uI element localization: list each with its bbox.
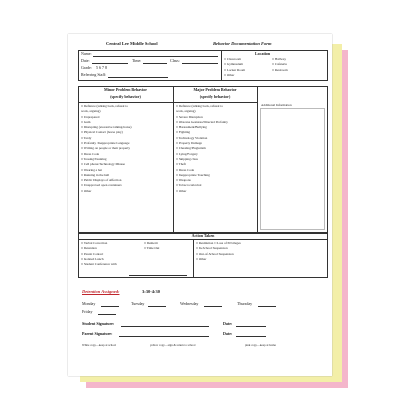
- minor-item-other[interactable]: □ Other: [81, 188, 92, 193]
- friday-field[interactable]: [98, 314, 116, 315]
- major-item[interactable]: □ Obscene Gestures/Directed Profanity: [176, 119, 228, 124]
- action-in-school-suspension[interactable]: □ In-School Suspension: [196, 246, 228, 251]
- minor-subtitle: (specify behavior): [110, 94, 141, 99]
- major-subtitle: (specify behavior): [199, 94, 231, 99]
- minor-list: [81, 104, 171, 194]
- major-item[interactable]: □ Weapons: [176, 178, 191, 183]
- major-item[interactable]: □ Property Damage: [176, 141, 202, 146]
- class-label: Class:: [170, 58, 180, 63]
- major-item[interactable]: □ Technology Violation: [176, 135, 208, 140]
- major-item[interactable]: □ Severe Disruption: [176, 114, 203, 119]
- location-left-column: [224, 57, 274, 78]
- wednesday-field[interactable]: [204, 306, 222, 307]
- referring-staff-label: Referring Staff:: [81, 72, 107, 77]
- additional-info-area[interactable]: [260, 108, 325, 230]
- minor-item[interactable]: □ Disrupting (excessive talking/noise): [81, 125, 132, 130]
- student-signature-field[interactable]: [121, 326, 209, 327]
- time-label: Time:: [132, 58, 142, 63]
- action-col-3: [196, 241, 326, 262]
- student-date-label: Date:: [223, 321, 233, 326]
- location-hallway[interactable]: □ Hallway: [272, 57, 286, 61]
- grade-label: Grade:: [81, 65, 92, 70]
- minor-item[interactable]: □ Unapproved open containers: [81, 183, 122, 188]
- action-demerit[interactable]: □ Demerit: [144, 241, 158, 245]
- action-col-2: [144, 241, 189, 252]
- location-restroom[interactable]: □ Restroom: [272, 67, 288, 72]
- location-title: Location: [255, 51, 271, 56]
- major-item[interactable]: □ Harassment/Bullying: [176, 125, 207, 130]
- major-item[interactable]: □ Cheating/Plagiarism: [176, 146, 206, 151]
- minor-item[interactable]: □ Cell phone/Technology Misuse: [81, 162, 125, 167]
- minor-item[interactable]: □ Dress Code: [81, 151, 100, 156]
- major-title: Major Problem Behavior: [193, 87, 237, 92]
- class-field[interactable]: [182, 63, 218, 64]
- tuesday-field[interactable]: [148, 306, 166, 307]
- major-item[interactable]: □ Lying/Forgery: [176, 151, 198, 156]
- minor-item[interactable]: □ Tardy: [81, 135, 92, 140]
- major-item[interactable]: □ Dress Code: [176, 167, 195, 172]
- day-wednesday: Wednesday: [180, 301, 199, 306]
- additional-info-label: Additional Information: [261, 103, 292, 107]
- location-classroom[interactable]: □ Classroom: [224, 57, 241, 61]
- action-restitution[interactable]: □ Restitution □ Loss of Privileges: [196, 241, 241, 245]
- action-header-line: [78, 239, 328, 240]
- parent-signature-field[interactable]: [119, 336, 209, 337]
- minor-item[interactable]: □ Unprepared: [81, 114, 100, 119]
- parent-date-field[interactable]: [236, 336, 266, 337]
- thursday-field[interactable]: [258, 306, 276, 307]
- location-locker-room[interactable]: □ Locker Room: [224, 67, 246, 72]
- form-title: Behavior Documentation Form: [213, 41, 272, 46]
- conference-with-field[interactable]: [129, 275, 187, 276]
- minor-item[interactable]: □ Gum: [81, 119, 91, 124]
- referring-staff-field[interactable]: [108, 77, 168, 78]
- location-other[interactable]: □ Other: [224, 72, 235, 77]
- detention-label: Detention Assigned:: [82, 289, 120, 294]
- parent-signature-label: Parent Signature:: [82, 331, 113, 336]
- student-signature-label: Student Signature:: [82, 321, 115, 326]
- location-divider: [221, 50, 222, 81]
- minor-item[interactable]: □ Physical Contact (horse play): [81, 130, 123, 135]
- minor-item[interactable]: □ Teasing/Taunting: [81, 156, 107, 161]
- monday-field[interactable]: [101, 306, 119, 307]
- major-list: [176, 104, 256, 194]
- minor-item[interactable]: □ Public Displays of Affection: [81, 178, 122, 183]
- minor-item[interactable]: □ Defiance (talking back, refusal to: [81, 104, 128, 108]
- action-parent-contact[interactable]: □ Parent Contact: [81, 251, 104, 256]
- action-out-of-school-suspension[interactable]: □ Out-of-School Suspension: [196, 251, 234, 256]
- location-right-column: [272, 57, 322, 73]
- day-tuesday: Tuesday: [131, 301, 145, 306]
- major-item[interactable]: □ Skipping class: [176, 156, 198, 161]
- major-item: work, arguing): [176, 109, 196, 114]
- major-item[interactable]: □ Fighting: [176, 130, 190, 135]
- minor-item[interactable]: □ Writing on people or their property: [81, 146, 131, 151]
- day-thursday: Thursday: [237, 301, 253, 306]
- major-item[interactable]: □ Tobacco/Alcohol: [176, 183, 202, 188]
- footer-white-copy: White copy—keep at school: [82, 343, 117, 347]
- name-field[interactable]: [93, 56, 218, 57]
- major-item-other[interactable]: □ Other: [176, 188, 187, 193]
- action-detention[interactable]: □ Detention: [81, 246, 97, 251]
- action-verbal-correction[interactable]: □ Verbal Correction: [81, 241, 108, 245]
- footer-yellow-copy: yellow copy—sign & return to school: [150, 343, 196, 347]
- location-cafeteria[interactable]: □ Cafeteria: [272, 62, 287, 67]
- minor-item[interactable]: □ Profanity /Inappropriate Language: [81, 141, 130, 146]
- day-monday: Monday: [82, 301, 96, 306]
- grade-options[interactable]: 5 6 7 8: [96, 65, 107, 70]
- major-item[interactable]: □ Defiance (talking back, refusal to: [176, 104, 223, 108]
- action-other[interactable]: □ Other: [196, 256, 207, 261]
- minor-item[interactable]: □ Wearing a hat: [81, 167, 102, 172]
- behavior-header-line: [78, 102, 257, 103]
- time-field[interactable]: [143, 63, 167, 64]
- minor-title: Minor Problem Behavior: [104, 87, 147, 92]
- action-title: Action Taken: [191, 233, 215, 238]
- action-isolated-lunch[interactable]: □ Isolated Lunch: [81, 256, 104, 261]
- location-gymnasium[interactable]: □ Gymnasium: [224, 62, 243, 67]
- action-time-out[interactable]: □ Time Out: [144, 246, 160, 251]
- major-item[interactable]: □ Theft: [176, 162, 186, 167]
- name-label: Name:: [81, 51, 92, 56]
- minor-item: work, arguing): [81, 109, 101, 114]
- action-student-conference[interactable]: □ Student Conference with: [81, 262, 117, 267]
- parent-date-label: Date:: [223, 331, 233, 336]
- behavior-divider-1: [173, 86, 174, 233]
- student-date-field[interactable]: [236, 326, 266, 327]
- date-field[interactable]: [92, 63, 128, 64]
- day-friday: Friday: [82, 309, 93, 314]
- action-col-1: [81, 241, 146, 267]
- behavior-divider-2: [257, 86, 258, 233]
- minor-item[interactable]: □ Running in the hall: [81, 172, 110, 177]
- action-divider: [193, 239, 194, 278]
- date-label: Date:: [81, 58, 90, 63]
- detention-time: 3:30-4:30: [142, 289, 160, 294]
- footer-pink-copy: pink copy—keep at home: [245, 343, 276, 347]
- major-item[interactable]: □ Inappropriate Touching: [176, 172, 210, 177]
- school-name: Central Lee Middle School: [106, 41, 158, 46]
